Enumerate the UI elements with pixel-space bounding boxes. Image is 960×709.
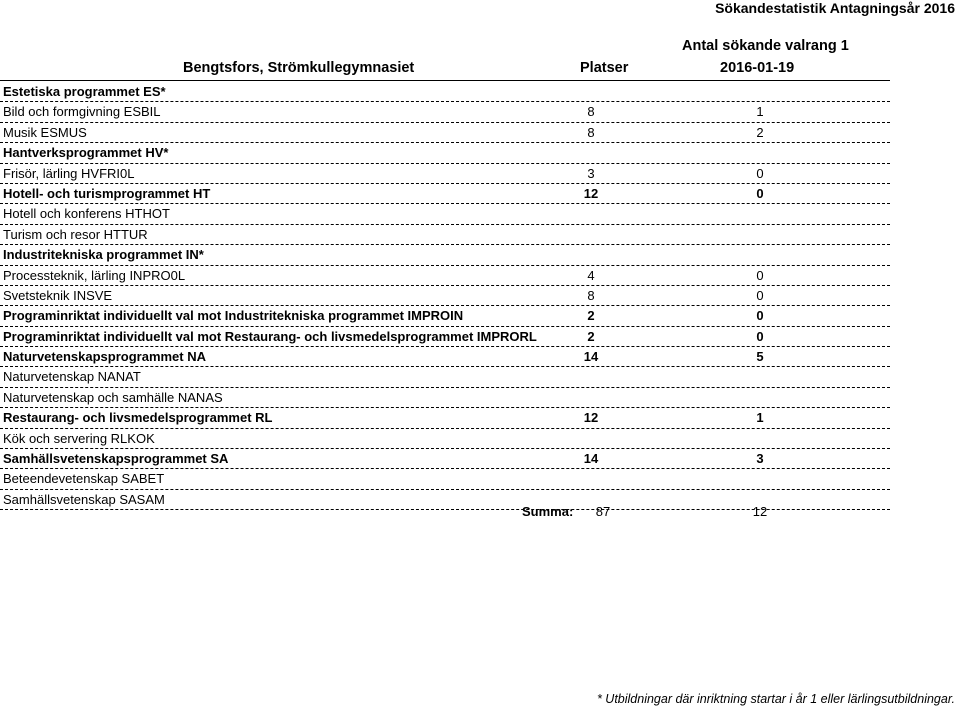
program-row [0, 449, 890, 469]
specialization-row [0, 286, 890, 306]
program-name: Hotell och konferens HTHOT [3, 206, 170, 222]
program-name: Samhällsvetenskapsprogrammet SA [3, 451, 229, 467]
applicant-count: 0 [756, 328, 764, 344]
program-name: Turism och resor HTTUR [3, 226, 148, 242]
platser-value: 14 [583, 349, 599, 365]
program-row [0, 347, 890, 367]
program-row [0, 327, 890, 347]
specialization-row [0, 469, 890, 489]
program-name: Restaurang- och livsmedelsprogrammet RL [3, 410, 273, 426]
program-name: Estetiska programmet ES* [3, 84, 166, 99]
specialization-row [0, 164, 890, 184]
platser-value: 2 [587, 328, 595, 344]
program-row [0, 184, 890, 204]
school-name: Bengtsfors, Strömkullegymnasiet [183, 60, 415, 76]
platser-value: 8 [587, 287, 595, 303]
platser-value: 8 [587, 104, 595, 120]
footnote: * Utbildningar där inriktning startar i år 1 eller lärlingsutbildningar. [596, 692, 955, 706]
program-name: Naturvetenskapsprogrammet NA [3, 349, 207, 365]
program-row [0, 306, 890, 326]
program-name: Beteendevetenskap SABET [3, 471, 165, 487]
platser-value: 3 [587, 165, 595, 181]
specialization-row [0, 266, 890, 286]
date-header: 2016-01-19 [720, 60, 795, 76]
applicant-count: 0 [756, 165, 764, 181]
applicant-count: 0 [756, 287, 764, 303]
program-name: Musik ESMUS [3, 124, 87, 140]
program-name: Naturvetenskap och samhälle NANAS [3, 389, 223, 405]
program-row [0, 245, 890, 265]
program-name: Industritekniska programmet IN* [3, 247, 204, 263]
applicant-count: 1 [756, 104, 764, 120]
program-name: Svetsteknik INSVE [3, 287, 113, 303]
applicant-count: 0 [756, 267, 764, 283]
platser-value: 2 [587, 308, 595, 324]
report-title: Sökandestatistik Antagningsår 2016 [715, 0, 955, 16]
applicant-count: 5 [756, 349, 764, 365]
applicant-count: 2 [756, 124, 764, 140]
program-name: Programinriktat individuellt val mot Industritekniska programmet IMPROIN [3, 308, 464, 324]
applicant-count: 0 [756, 308, 764, 324]
program-name: Hantverksprogrammet HV* [3, 145, 169, 161]
program-name: Frisör, lärling HVFRI0L [3, 165, 135, 181]
platser-value: 4 [587, 267, 595, 283]
header-divider [0, 80, 890, 81]
platser-header: Platser [580, 60, 629, 76]
specialization-row [0, 388, 890, 408]
summary-label: Summa: [522, 504, 574, 519]
platser-value: 14 [583, 451, 599, 467]
program-name: Hotell- och turismprogrammet HT [3, 185, 211, 201]
summary-platser: 87 [595, 504, 611, 519]
specialization-row [0, 204, 890, 224]
platser-value: 12 [583, 185, 599, 201]
program-row [0, 143, 890, 163]
program-row [0, 408, 890, 428]
program-name: Kök och servering RLKOK [3, 430, 155, 446]
program-name: Processteknik, lärling INPRO0L [3, 267, 186, 283]
specialization-row [0, 102, 890, 122]
program-name: Naturvetenskap NANAT [3, 369, 141, 385]
applicant-count: 1 [756, 410, 764, 426]
program-name: Programinriktat individuellt val mot Restaurang- och livsmedelsprogrammet IMPRORL [3, 328, 537, 344]
applicant-count-header: Antal sökande valrang 1 [682, 38, 849, 54]
specialization-row [0, 429, 890, 449]
applicant-count: 0 [756, 185, 764, 201]
specialization-row [0, 123, 890, 143]
summary-count: 12 [752, 504, 768, 519]
specialization-row [0, 367, 890, 387]
specialization-row [0, 225, 890, 245]
program-name: Samhällsvetenskap SASAM [3, 491, 165, 507]
platser-value: 12 [583, 410, 599, 426]
applicant-count: 3 [756, 451, 764, 467]
platser-value: 8 [587, 124, 595, 140]
program-row [0, 82, 890, 102]
program-name: Bild och formgivning ESBIL [3, 104, 161, 120]
program-table [0, 82, 890, 510]
